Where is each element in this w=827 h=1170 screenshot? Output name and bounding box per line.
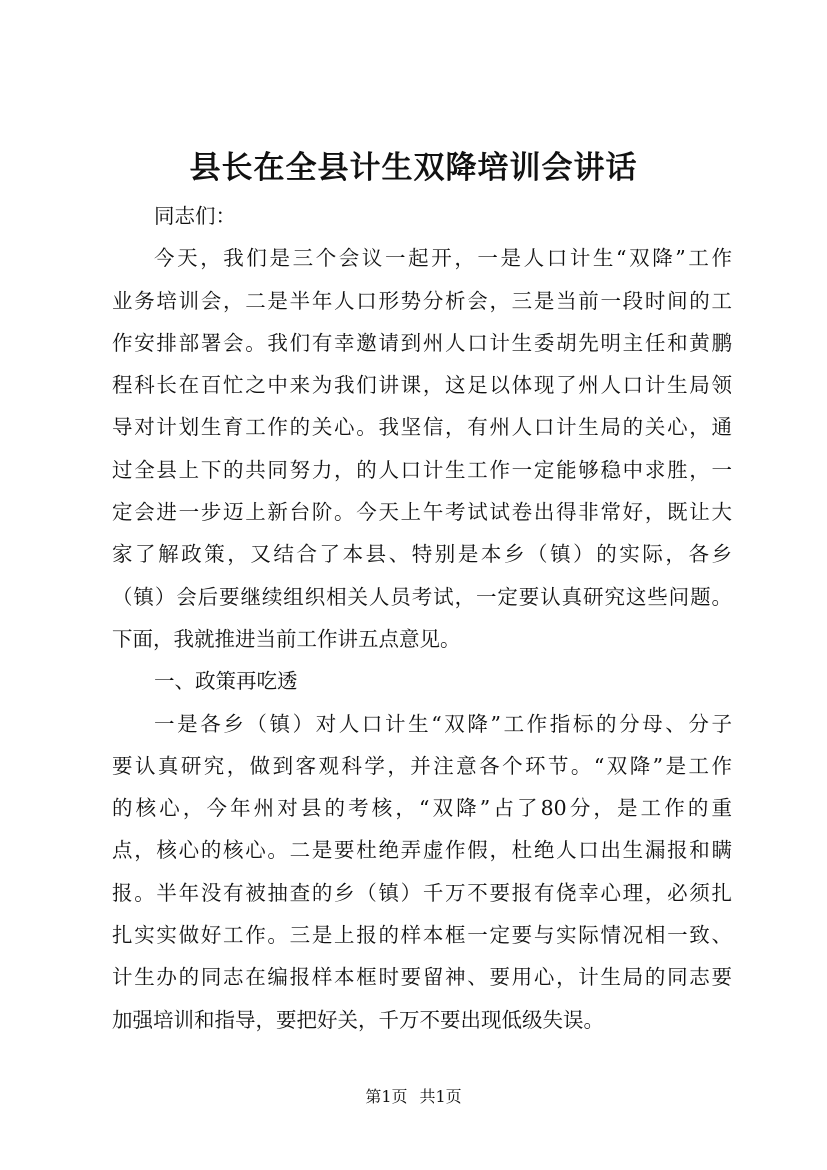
body-line: 今天，我们是三个会议一起开，一是人口计生“双降”工作 [154, 246, 732, 271]
body-line: 一是各乡（镇）对人口计生“双降”工作指标的分母、分子 [154, 711, 732, 736]
body-line: 点，核心的核心。二是要杜绝弄虚作假，杜绝人口出生漏报和瞒 [112, 838, 732, 863]
body-line: 定会进一步迈上新台阶。今天上午考试试卷出得非常好，既让大 [112, 500, 732, 525]
document-title: 县长在全县计生双降培训会讲话 [189, 150, 638, 186]
page-footer [0, 1086, 827, 1108]
body-line: 业务培训会，二是半年人口形势分析会，三是当前一段时间的工 [112, 288, 732, 313]
body-line: 过全县上下的共同努力，的人口计生工作一定能够稳中求胜，一 [112, 457, 732, 482]
page-number: 第1页 [365, 1087, 408, 1106]
body-line: 报。半年没有被抽查的乡（镇）千万不要报有侥幸心理，必须扎 [112, 880, 732, 905]
body-line: 计生办的同志在编报样本框时要留神、要用心，计生局的同志要 [112, 965, 732, 990]
body-line: 程科长在百忙之中来为我们讲课，这足以体现了州人口计生局领 [112, 373, 732, 398]
document-body [112, 195, 732, 1041]
body-line: 家了解政策，又结合了本县、特别是本乡（镇）的实际，各乡 [112, 542, 732, 567]
body-line: 同志们： [154, 204, 236, 228]
body-line: 导对计划生育工作的关心。我坚信，有州人口计生局的关心，通 [112, 415, 732, 440]
body-line: （镇）会后要继续组织相关人员考试，一定要认真研究这些问题。 [112, 584, 732, 609]
body-line: 加强培训和指导，要把好关，千万不要出现低级失误。 [112, 1007, 604, 1032]
body-line: 一、政策再吃透 [154, 669, 298, 694]
body-line: 下面，我就推进当前工作讲五点意见。 [112, 626, 461, 651]
body-line: 的核心，今年州对县的考核，“双降”占了80分，是工作的重 [112, 796, 732, 821]
body-line: 作安排部署会。我们有幸邀请到州人口计生委胡先明主任和黄鹏 [112, 330, 732, 355]
page-total: 共1页 [419, 1087, 462, 1106]
body-line: 扎实实做好工作。三是上报的样本框一定要与实际情况相一致、 [112, 923, 732, 948]
body-line: 要认真研究，做到客观科学，并注意各个环节。“双降”是工作 [112, 753, 732, 778]
